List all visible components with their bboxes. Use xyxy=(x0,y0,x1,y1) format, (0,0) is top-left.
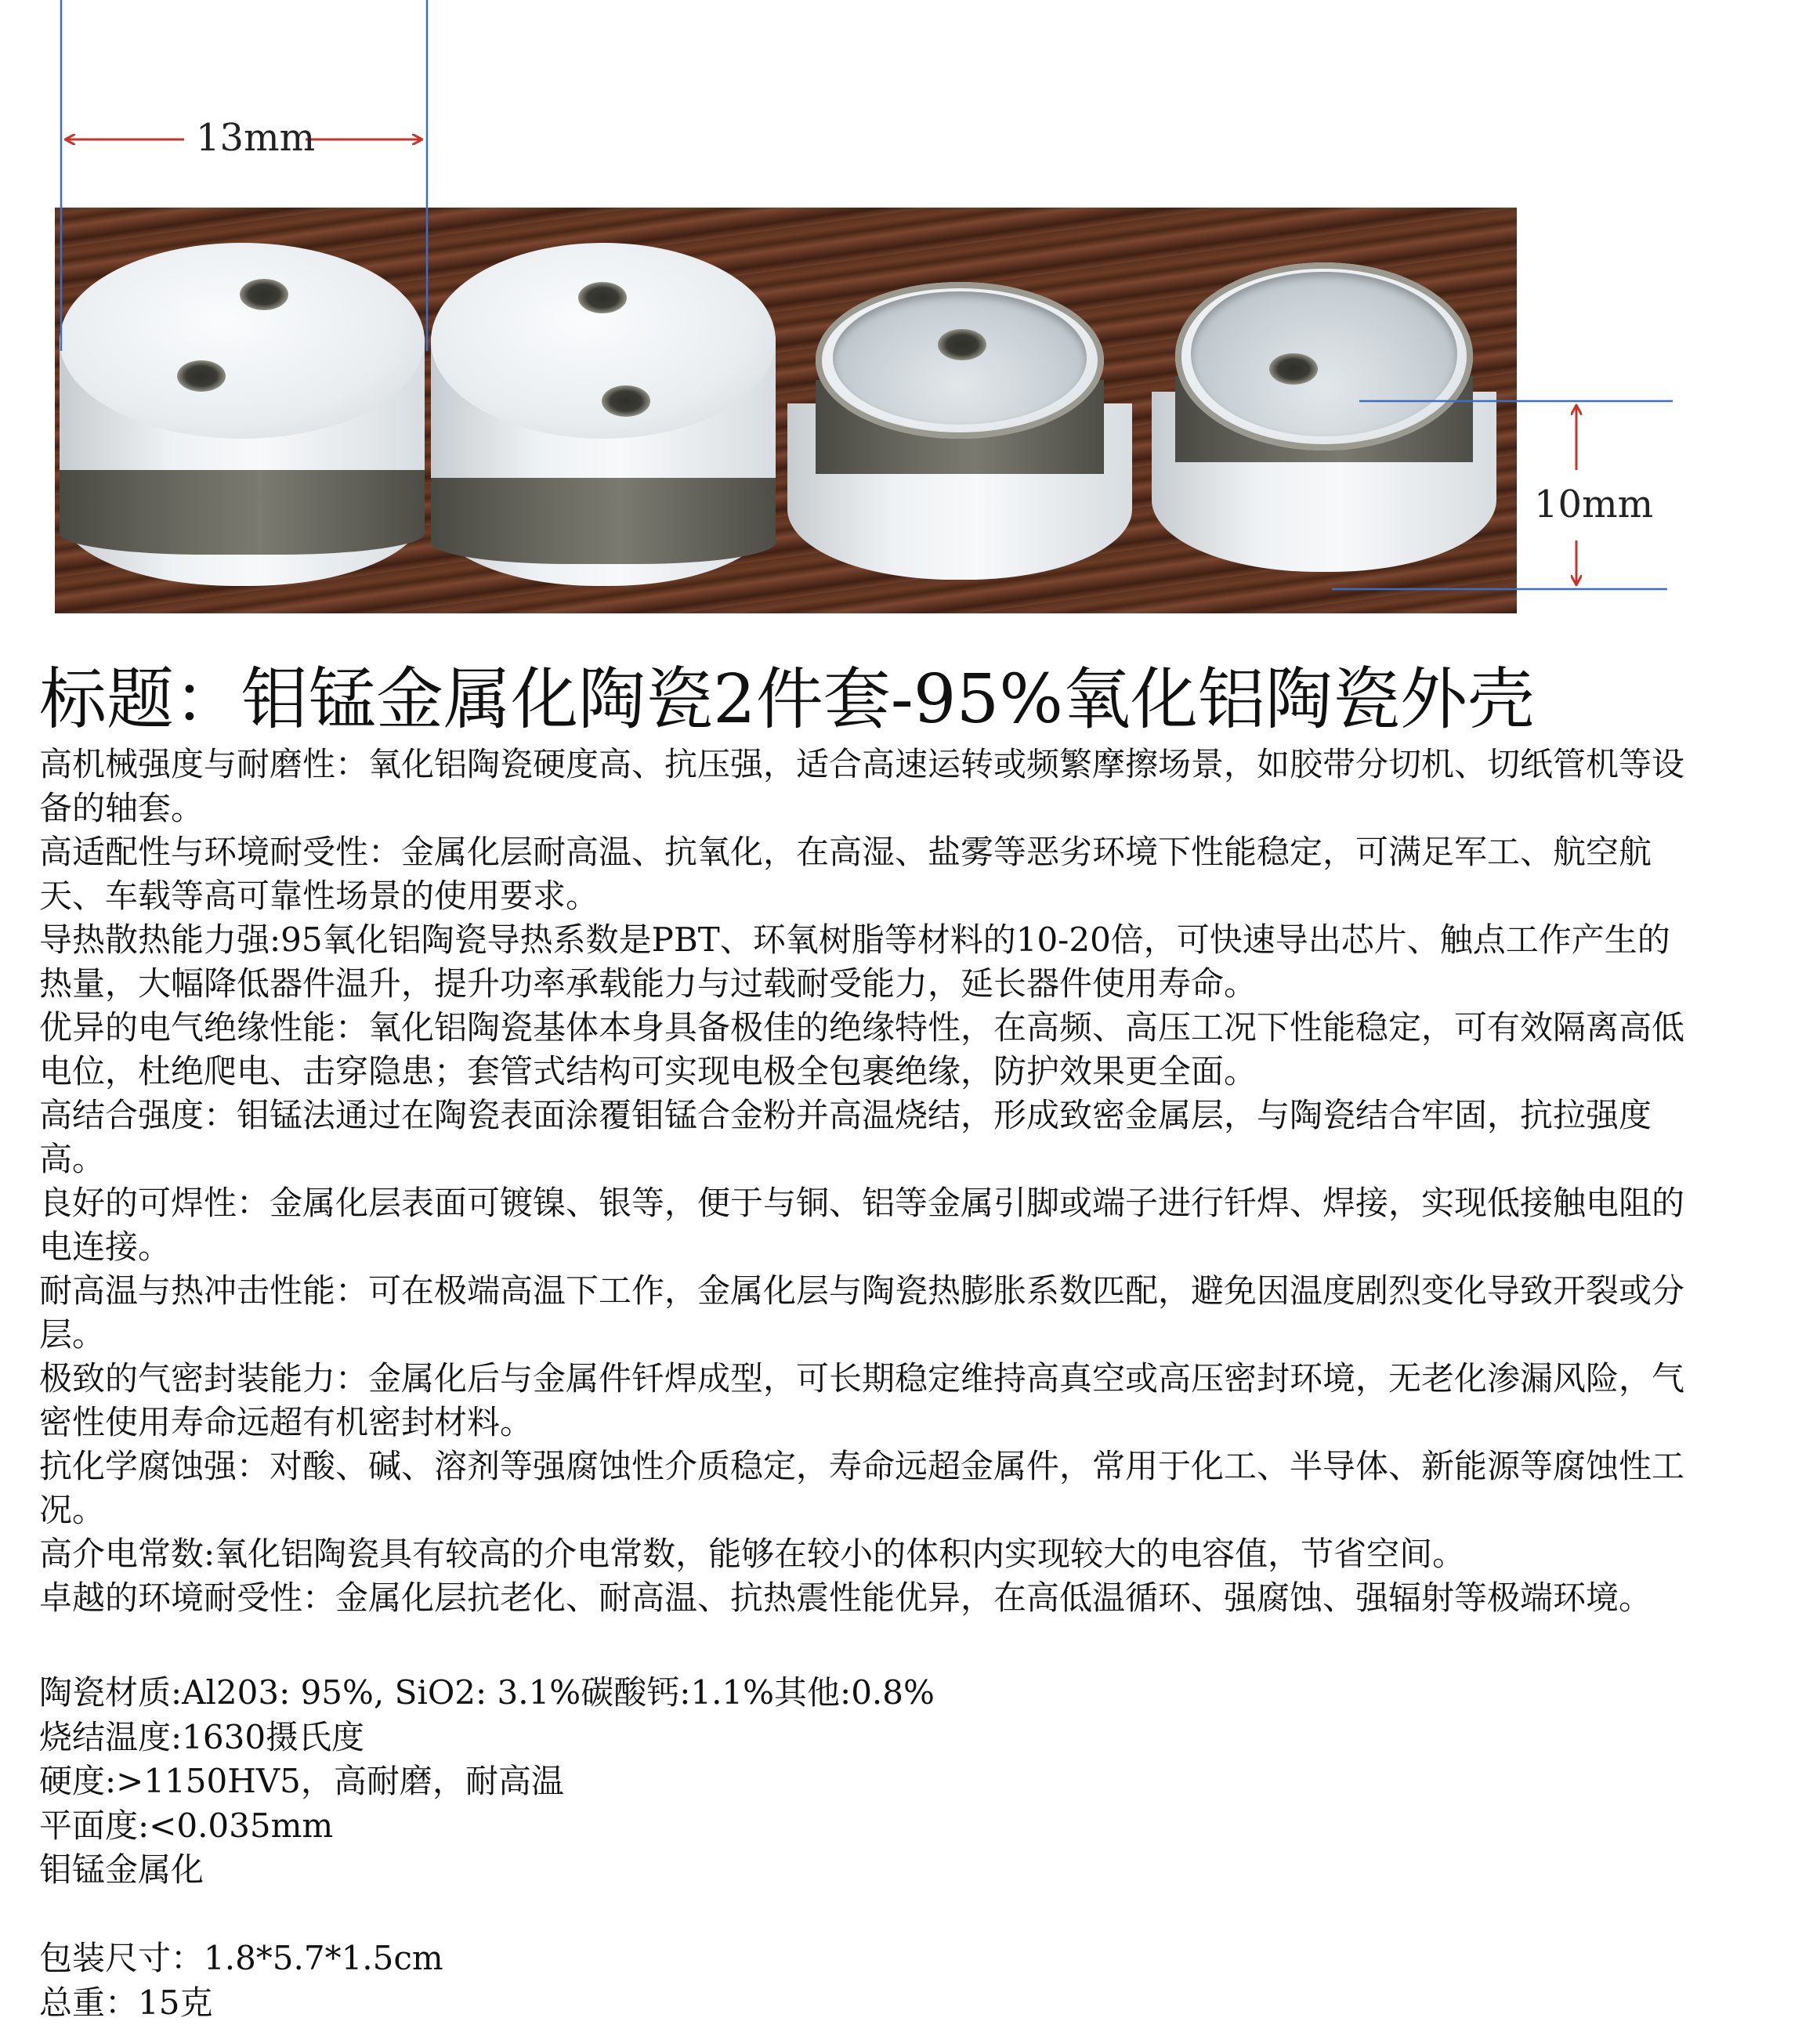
width-dimension-label: 13mm xyxy=(196,119,315,157)
ceramic-part-1 xyxy=(60,243,425,611)
hole-icon xyxy=(602,385,650,417)
feature-paragraph: 导热散热能力强:95氧化铝陶瓷导热系数是PBT、环氧树脂等材料的10-20倍，可快速导出芯片、触点工作产生的热量，大幅降低器件温升，提升功率承载能力与过载耐受能力，延长器件使用寿命。 xyxy=(39,918,1700,1006)
spec-spacer xyxy=(39,1893,1700,1937)
spec-metallization: 钼锰金属化 xyxy=(39,1848,1700,1893)
spec-sintering-temperature: 烧结温度:1630摄氏度 xyxy=(39,1716,1700,1760)
feature-list xyxy=(39,743,1700,1620)
feature-paragraph: 优异的电气绝缘性能：氧化铝陶瓷基体本身具备极佳的绝缘特性，在高频、高压工况下性能稳定，可有效隔离高低电位，杜绝爬电、击穿隐患；套管式结构可实现电极全包裹绝缘，防护效果更全面。 xyxy=(39,1006,1700,1094)
spec-flatness: 平面度:<0.035mm xyxy=(39,1804,1700,1849)
feature-paragraph: 卓越的环境耐受性：金属化层抗老化、耐高温、抗热震性能优异，在高低温循环、强腐蚀、强辐射等极端环境。 xyxy=(39,1576,1700,1620)
feature-paragraph: 高适配性与环境耐受性：金属化层耐高温、抗氧化，在高湿、盐雾等恶劣环境下性能稳定，可满足军工、航空航天、车载等高可靠性场景的使用要求。 xyxy=(39,830,1700,918)
hole-icon xyxy=(240,279,288,310)
feature-paragraph: 抗化学腐蚀强：对酸、碱、溶剂等强腐蚀性介质稳定，寿命远超金属件，常用于化工、半导体、新能源等腐蚀性工况。 xyxy=(39,1445,1700,1532)
spec-package-size: 包装尺寸：1.8*5.7*1.5cm xyxy=(39,1936,1700,1981)
ceramic-part-2 xyxy=(431,243,776,611)
hole-icon xyxy=(1269,353,1318,385)
feature-paragraph: 耐高温与热冲击性能：可在极端高温下工作，金属化层与陶瓷热膨胀系数匹配，避免因温度剧烈变化导致开裂或分层。 xyxy=(39,1269,1700,1357)
spec-list xyxy=(39,1671,1700,2025)
spec-hardness: 硬度:>1150HV5，高耐磨，耐高温 xyxy=(39,1759,1700,1804)
height-dimension-label: 10mm xyxy=(1534,486,1653,523)
product-photo xyxy=(55,208,1517,613)
ceramic-part-3 xyxy=(787,251,1132,595)
feature-paragraph: 高机械强度与耐磨性：氧化铝陶瓷硬度高、抗压强，适合高速运转或频繁摩擦场景，如胶带分切机、切纸管机等设备的轴套。 xyxy=(39,743,1700,830)
feature-paragraph: 极致的气密封装能力：金属化后与金属件钎焊成型，可长期稳定维持高真空或高压密封环境，无老化渗漏风险，气密性使用寿命远超有机密封材料。 xyxy=(39,1357,1700,1445)
feature-paragraph: 高结合强度：钼锰法通过在陶瓷表面涂覆钼锰合金粉并高温烧结，形成致密金属层，与陶瓷结合牢固，抗拉强度高。 xyxy=(39,1094,1700,1181)
page-title: 标题：钼锰金属化陶瓷2件套-95%氧化铝陶瓷外壳 xyxy=(39,656,1802,743)
spec-weight: 总重：15克 xyxy=(39,1981,1700,2025)
hole-icon xyxy=(177,360,226,392)
hole-icon xyxy=(938,329,986,360)
spec-material: 陶瓷材质:Al203: 95%, SiO2: 3.1%碳酸钙:1.1%其他:0.8% xyxy=(39,1671,1700,1716)
hole-icon xyxy=(578,282,627,313)
feature-paragraph: 高介电常数:氧化铝陶瓷具有较高的介电常数，能够在较小的体积内实现较大的电容值，节省空间。 xyxy=(39,1532,1700,1576)
feature-paragraph: 良好的可焊性：金属化层表面可镀镍、银等，便于与铜、铝等金属引脚或端子进行钎焊、焊接，实现低接触电阻的电连接。 xyxy=(39,1181,1700,1269)
ceramic-part-4 xyxy=(1152,215,1496,591)
